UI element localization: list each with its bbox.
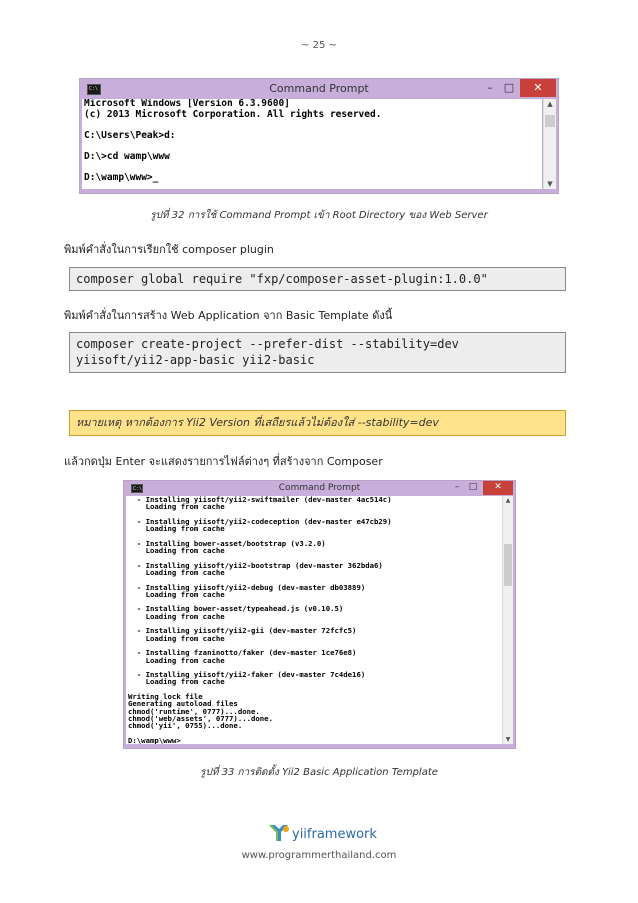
console-line: C:\Users\Peak>d: (84, 129, 176, 141)
console-line: chmod('web/assets', 0777)...done. (128, 713, 273, 723)
console-line: Loading from cache (128, 546, 225, 556)
scroll-up-arrow[interactable]: ▲ (547, 100, 553, 108)
code-block-1: composer global require "fxp/composer-asset-plugin:1.0.0" (69, 267, 566, 291)
console-line: (c) 2013 Microsoft Corporation. All rights reserved. (84, 108, 382, 120)
console-line: - Installing yiisoft/yii2-debug (dev-master db03889) (128, 582, 366, 592)
console-line: Loading from cache (128, 611, 225, 621)
logo-text: yiiframework (292, 827, 377, 842)
console-line: Loading from cache (128, 589, 225, 599)
window-title: Command Prompt (278, 483, 361, 493)
command-prompt-window-2 (123, 480, 516, 749)
console-line: Generating autoload files (128, 699, 238, 709)
console-line: D:\wamp\www>_ (84, 172, 159, 184)
minimize-button[interactable]: – (454, 482, 460, 492)
scroll-thumb[interactable] (545, 115, 555, 127)
close-button[interactable]: ✕ (520, 79, 556, 97)
scroll-thumb[interactable] (504, 544, 512, 586)
console-line: chmod('runtime', 0777)...done. (128, 706, 260, 716)
console-line: - Installing yiisoft/yii2-codeception (dev-master e47cb29) (128, 516, 392, 526)
console-line: - Installing bower-asset/typeahead.js (v0.10.5) (128, 604, 344, 614)
scrollbar[interactable] (502, 496, 513, 744)
instruction-text-3: แล้วกดปุ่ม Enter จะแสดงรายการไฟล์ต่างๆ ที่สร้างจาก Composer (64, 455, 383, 468)
footer-url: www.programmerthailand.com (241, 850, 397, 861)
window-titlebar[interactable] (80, 79, 558, 99)
yii-logo-icon (268, 822, 378, 844)
console-line: Writing lock file (128, 692, 203, 702)
close-button[interactable]: ✕ (483, 481, 513, 495)
scrollbar[interactable] (543, 99, 556, 189)
window-title: Command Prompt (269, 82, 369, 95)
note-box: หมายเหตุ หากต้องการ Yii2 Version ที่เสถียรแล้วไม่ต้องใส่ --stability=dev (69, 410, 566, 436)
cmd-icon: C:\ (133, 486, 143, 492)
scroll-down-arrow[interactable]: ▼ (547, 180, 553, 188)
figure-caption-32: รูปที่ 32 การใช้ Command Prompt เข้า Root Directory ของ Web Server (150, 210, 488, 221)
console-line: chmod('yii', 0755)...done. (128, 721, 243, 731)
console-line: D:\wamp\www>_ (128, 735, 186, 744)
scroll-up-arrow[interactable]: ▲ (505, 497, 511, 504)
console-line: - Installing yiisoft/yii2-bootstrap (dev-master 362bda6) (128, 560, 383, 570)
scroll-down-arrow[interactable]: ▼ (505, 736, 511, 743)
yii-framework-logo (268, 822, 378, 848)
console-line: Loading from cache (128, 655, 225, 665)
cmd-icon: C:\ (87, 84, 101, 95)
instruction-text-1: พิมพ์คำสั่งในการเรียกใช้ composer plugin (64, 243, 274, 256)
command-prompt-window-1 (79, 78, 559, 194)
console-line: - Installing yiisoft/yii2-gii (dev-master 72fcfc5) (128, 626, 357, 636)
console-line: Loading from cache (128, 677, 225, 687)
console-line: - Installing yiisoft/yii2-faker (dev-master 7c4de16) (128, 670, 366, 680)
console-line: Loading from cache (128, 633, 225, 643)
maximize-button[interactable]: □ (468, 482, 478, 492)
console-line: Loading from cache (128, 502, 225, 512)
console-output (128, 496, 392, 744)
console-line: - Installing yiisoft/yii2-swiftmailer (dev-master 4ac514c) (128, 496, 392, 504)
page-number: ~ 25 ~ (301, 40, 337, 51)
code-block-2: composer create-project --prefer-dist --stability=dev yiisoft/yii2-app-basic yii2-basic (69, 332, 566, 373)
instruction-text-2: พิมพ์คำสั่งในการสร้าง Web Application จาก Basic Template ดังนี้ (64, 309, 393, 322)
console-line: Loading from cache (128, 567, 225, 577)
console-output (84, 99, 381, 184)
figure-caption-33: รูปที่ 33 การติดตั้ง Yii2 Basic Application Template (200, 767, 438, 778)
window-titlebar[interactable] (124, 481, 515, 496)
console-area[interactable] (126, 496, 502, 744)
console-line: - Installing bower-asset/bootstrap (v3.2.0) (128, 538, 326, 548)
console-area[interactable] (82, 99, 542, 189)
console-line: D:\>cd wamp\www (84, 150, 170, 162)
console-line: - Installing fzaninotto/faker (dev-master 1ce76e8) (128, 648, 357, 658)
maximize-button[interactable]: □ (503, 81, 515, 94)
minimize-button[interactable]: – (487, 81, 493, 94)
console-line: Loading from cache (128, 524, 225, 534)
console-line: Microsoft Windows [Version 6.3.9600] (84, 99, 290, 109)
